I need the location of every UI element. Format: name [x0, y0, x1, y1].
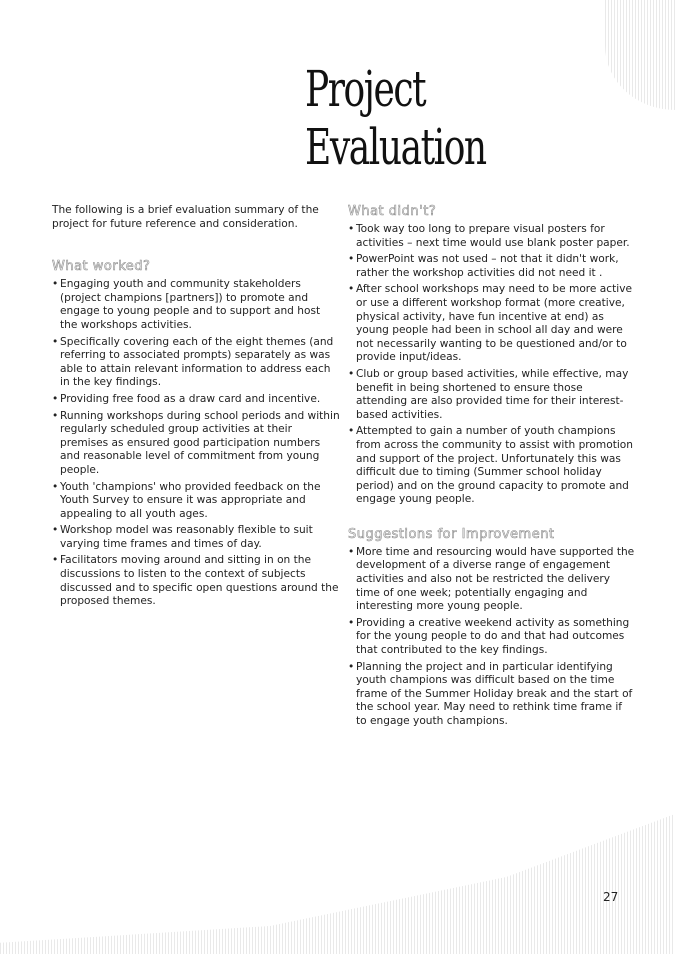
intro-paragraph: The following is a brief evaluation summary of the project for future reference and consideration.	[52, 204, 319, 230]
list-item: • Attempted to gain a number of youth champions from across the community to assist with promotion and support of the project. Unfortunately this was difficult due to timing (Summer school holiday period) and on the ground capacity to promote and engage young people.	[348, 425, 636, 507]
decorative-corner-bottom	[0, 814, 675, 954]
what-worked-list	[52, 278, 340, 609]
list-item: • Planning the project and in particular identifying youth champions was difficult based on the time frame of the Summer Holiday break and the start of the school year. May need to rethink time frame if to engage youth champions.	[348, 661, 636, 729]
list-item: • After school workshops may need to be more active or use a different workshop format (more creative, physical activity, have fun incentive at end) as young people had been in school all day and were not necessarily wanting to be questioned and/or to provide input/ideas.	[348, 283, 636, 365]
list-item: • Specifically covering each of the eight themes (and referring to associated prompts) separately as was able to attain relevant information to address each in the key findings.	[52, 336, 340, 390]
page-title: Project Evaluation	[305, 60, 486, 176]
list-item: • Took way too long to prepare visual posters for activities – next time would use blank poster paper.	[348, 223, 636, 250]
list-item: • Engaging youth and community stakeholders (project champions [partners]) to promote and engage to young people and to support and host the workshops activities.	[52, 278, 340, 332]
what-didnt-heading: What didn't?	[348, 204, 437, 219]
what-didnt-list	[348, 223, 636, 507]
list-item: • Youth 'champions' who provided feedback on the Youth Survey to ensure it was appropriate and appealing to all youth ages.	[52, 481, 340, 522]
suggestions-list	[348, 546, 636, 729]
list-item: • PowerPoint was not used – not that it didn't work, rather the workshop activities did not need it .	[348, 253, 636, 280]
decorative-corner-top	[605, 0, 675, 110]
left-column	[52, 204, 340, 612]
list-item: • Club or group based activities, while effective, may benefit in being shortened to ensure those attending are also provided time for their interest-based activities.	[348, 368, 636, 422]
suggestions-heading: Suggestions for Improvement	[348, 526, 555, 542]
list-item: • Facilitators moving around and sitting in on the discussions to listen to the context of subjects discussed and to specific open questions around the proposed themes.	[52, 554, 340, 608]
list-item: • Providing a creative weekend activity as something for the young people to do and that had outcomes that contributed to the key findings.	[348, 617, 636, 658]
right-column	[348, 204, 636, 732]
list-item: • Providing free food as a draw card and incentive.	[52, 393, 340, 407]
list-item: • Running workshops during school periods and within regularly scheduled group activities at their premises as ensured good participation numbers and reasonable level of commitment from young people.	[52, 410, 340, 478]
page-number: 27	[603, 890, 619, 904]
what-worked-heading: What worked?	[52, 259, 151, 275]
list-item: • More time and resourcing would have supported the development of a diverse range of engagement activities and also not be restricted the delivery time of one week; potentially engaging and interesting more young people.	[348, 546, 636, 614]
list-item: • Workshop model was reasonably flexible to suit varying time frames and times of day.	[52, 524, 340, 551]
